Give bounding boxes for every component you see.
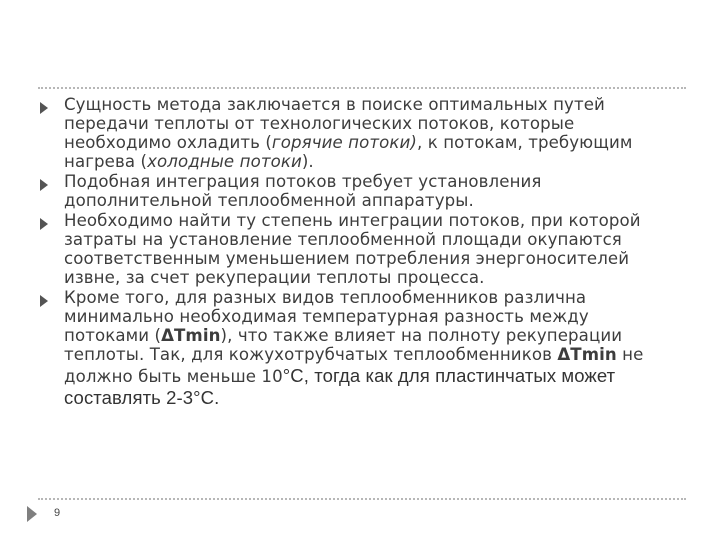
bullet-text: Необходимо найти ту степень интеграции потоков, при которой затраты на установление теплообменной площади окупаются соответственным уменьшением потребления энергоносителей извне, за счет рекуперации теплоты процесса. <box>64 211 641 287</box>
bullet-item <box>36 212 676 288</box>
top-divider <box>38 87 686 89</box>
arrow-bullet-icon <box>40 102 48 114</box>
bullet-item <box>36 173 676 211</box>
bullet-text: Подобная интеграция потоков требует установления дополнительной теплообменной аппаратуры. <box>64 172 542 210</box>
bottom-divider <box>38 498 686 500</box>
bullet-item <box>36 96 676 172</box>
bullet-text: Сущность метода заключается в поиске оптимальных путей передачи теплоты от технологических потоков, которые необходимо охладить (горячие потоки), к потокам, требующим нагрева (холодные потоки). <box>64 95 633 171</box>
footer-arrow-icon <box>27 506 37 522</box>
bullet-list <box>36 96 676 409</box>
bullet-tail-text: °С, тогда как для пластинчатых может составлять 2-3°С. <box>64 365 616 408</box>
bullet-item <box>36 289 676 409</box>
bullet-text: Кроме того, для разных видов теплообменников различна минимально необходимая температурная разность между потоками (ΔTmin), что также влияет на полноту рекуперации теплоты. Так, для кожухотрубчатых теплообменников ΔTmin не должно быть меньше 10°С, тогда как для пластинчатых может составлять 2-3°С. <box>64 288 644 408</box>
page-number: 9 <box>54 507 61 519</box>
arrow-bullet-icon <box>40 179 48 191</box>
arrow-bullet-icon <box>40 295 48 307</box>
arrow-bullet-icon <box>40 218 48 230</box>
slide-content <box>36 96 676 410</box>
